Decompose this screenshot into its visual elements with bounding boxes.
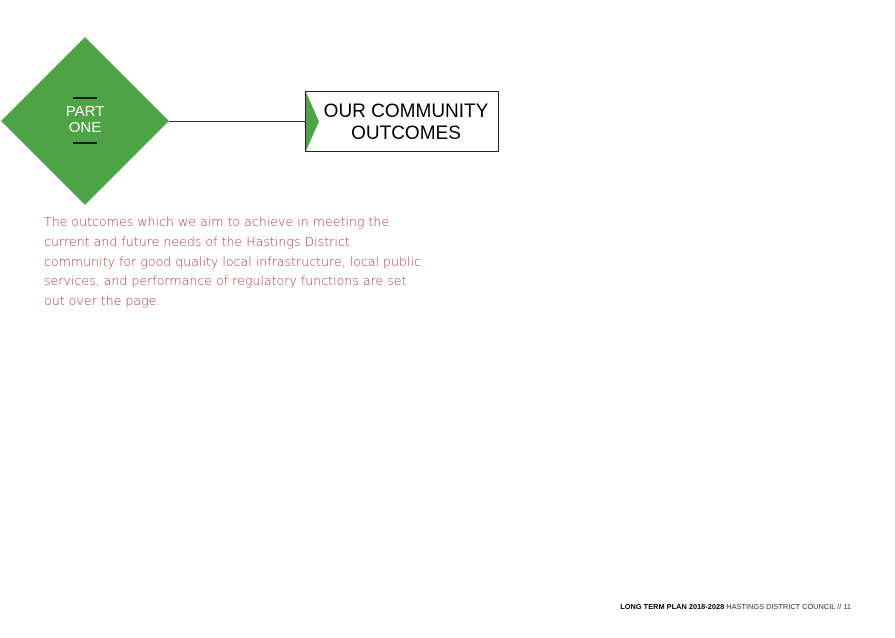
section-title-box — [305, 91, 499, 152]
intro-paragraph: The outcomes which we aim to achieve in meeting the current and future needs of the Hastings District community for good quality local infrastructure, local public services, and performance of regulatory functions are set out over the page. — [44, 214, 421, 309]
section-title — [316, 101, 496, 145]
footer-council-name: HASTINGS DISTRICT COUNCIL — [726, 602, 836, 611]
part-bottom-rule — [73, 142, 97, 144]
footer-separator: // — [837, 602, 842, 611]
part-top-rule — [73, 97, 97, 99]
footer-page-number: 11 — [843, 602, 851, 611]
footer-plan-title: LONG TERM PLAN 2018-2028 — [620, 602, 725, 611]
section-title-line1: OUR COMMUNITY — [323, 101, 489, 122]
connector-line — [169, 121, 306, 122]
page-footer — [620, 602, 851, 611]
part-label-line1: PART — [65, 103, 105, 120]
part-label — [35, 104, 135, 136]
part-label-line2: ONE — [68, 119, 102, 136]
section-title-line2: OUTCOMES — [351, 123, 461, 144]
